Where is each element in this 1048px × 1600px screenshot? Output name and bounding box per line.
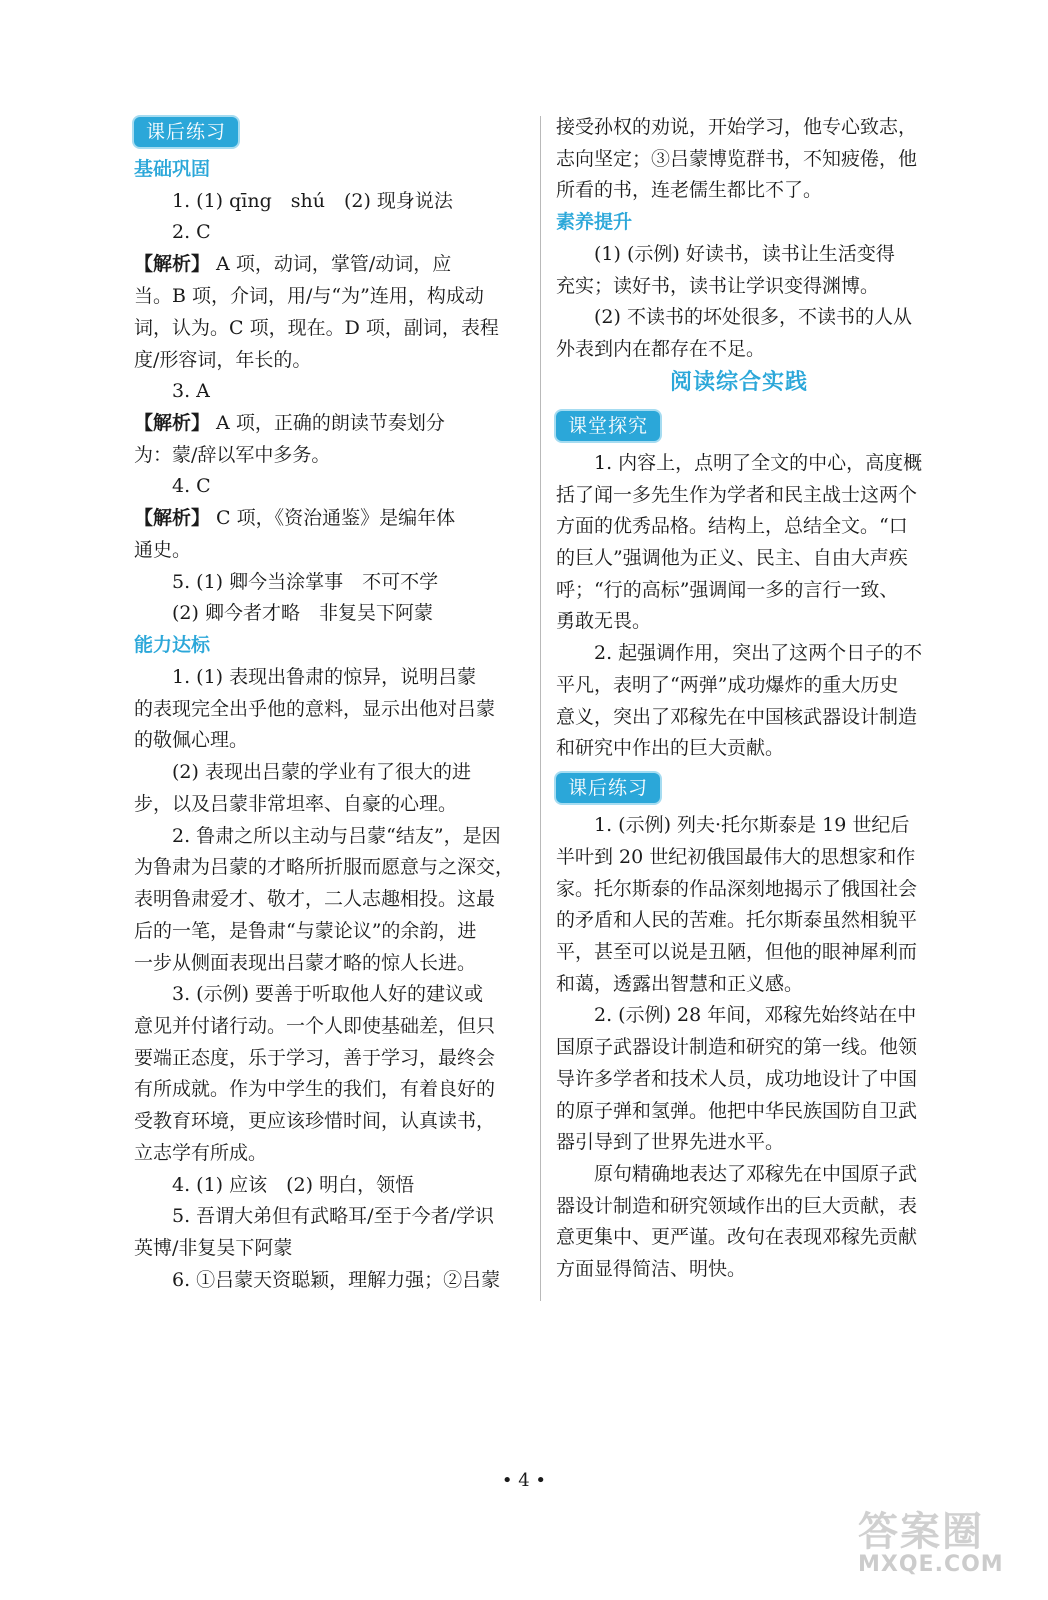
answer-line: 志向坚定；③吕蒙博览群书，不知疲倦，他 bbox=[556, 148, 918, 170]
answer-line: 2. 起强调作用，突出了这两个日子的不 bbox=[594, 642, 923, 664]
answer-line: 1. (1) 表现出鲁肃的惊异，说明吕蒙 bbox=[172, 666, 477, 688]
answer-line: 平凡，表明了“两弹”成功爆炸的重大历史 bbox=[556, 674, 899, 696]
answer-line: 半叶到 20 世纪初俄国最伟大的思想家和作 bbox=[556, 846, 916, 868]
answer-line: 意义，突出了邓稼先在中国核武器设计制造 bbox=[556, 706, 918, 728]
answer-line: 意见并付诸行动。一个人即使基础差，但只 bbox=[134, 1015, 496, 1037]
answer-line: 意更集中、更严谨。改句在表现邓稼先贡献 bbox=[556, 1226, 918, 1248]
watermark-url: MXQE.COM bbox=[858, 1552, 1004, 1577]
answer-line: 2. C bbox=[172, 221, 211, 243]
subsection-ability: 能力达标 bbox=[134, 634, 211, 656]
answer-line: 立志学有所成。 bbox=[134, 1142, 268, 1164]
answer-line: 步，以及吕蒙非常坦率、自豪的心理。 bbox=[134, 793, 458, 815]
answer-line: 原句精确地表达了邓稼先在中国原子武 bbox=[594, 1163, 918, 1185]
answer-line: 呼；“行的高标”强调闻一多的言行一致、 bbox=[556, 579, 899, 601]
answer-line: 5. 吾谓大弟但有武略耳/至于今者/学识 bbox=[172, 1205, 494, 1227]
answer-line: 3. A bbox=[172, 380, 210, 402]
answer-line: 平，甚至可以说是丑陋，但他的眼神犀利而 bbox=[556, 941, 918, 963]
answer-line: 要端正态度，乐于学习，善于学习，最终会 bbox=[134, 1047, 496, 1069]
answer-line: 勇敢无畏。 bbox=[556, 610, 652, 632]
answer-line: 受教育环境，更应该珍惜时间，认真读书， bbox=[134, 1110, 496, 1132]
answer-line: (2) 不读书的坏处很多，不读书的人从 bbox=[594, 306, 912, 328]
answer-line: 6. ①吕蒙天资聪颖，理解力强；②吕蒙 bbox=[172, 1269, 501, 1291]
answer-line: 1. 内容上，点明了全文的中心，高度概 bbox=[594, 452, 923, 474]
column-divider bbox=[540, 116, 541, 1301]
subsection-literacy: 素养提升 bbox=[556, 211, 633, 233]
answer-line: (1) (示例) 好读书，读书让生活变得 bbox=[594, 243, 895, 265]
answer-line: 为鲁肃为吕蒙的才略所折服而愿意与之深交， bbox=[134, 856, 515, 878]
answer-line: 有所成就。作为中学生的我们，有着良好的 bbox=[134, 1078, 496, 1100]
answer-line: (2) 卿今者才略 非复吴下阿蒙 bbox=[172, 602, 433, 624]
analysis-label: 【解析】 bbox=[134, 253, 211, 275]
answer-line: 为：蒙/辞以军中多务。 bbox=[134, 444, 331, 466]
section-tag-classroom-inquiry: 课堂探究 bbox=[556, 411, 660, 441]
analysis-line bbox=[134, 410, 445, 436]
answer-line: 的原子弹和氢弹。他把中华民族国防自卫武 bbox=[556, 1100, 918, 1122]
answer-line: 一步从侧面表现出吕蒙才略的惊人长进。 bbox=[134, 952, 477, 974]
answer-line: 英博/非复吴下阿蒙 bbox=[134, 1237, 293, 1259]
answer-line: 所看的书，连老儒生都比不了。 bbox=[556, 179, 823, 201]
answer-line: 和研究中作出的巨大贡献。 bbox=[556, 737, 785, 759]
analysis-label: 【解析】 bbox=[134, 412, 211, 434]
analysis-text: A 项，动词，掌管/动词，应 bbox=[210, 253, 452, 275]
answer-line: 通史。 bbox=[134, 539, 192, 561]
answer-line: 接受孙权的劝说，开始学习，他专心致志， bbox=[556, 116, 918, 138]
analysis-line bbox=[134, 251, 451, 277]
answer-line: 括了闻一多先生作为学者和民主战士这两个 bbox=[556, 484, 918, 506]
answer-line: 的敬佩心理。 bbox=[134, 729, 249, 751]
answer-line: 的表现完全出乎他的意料，显示出他对吕蒙 bbox=[134, 698, 496, 720]
answer-line: 充实；读好书，读书让学识变得渊博。 bbox=[556, 275, 880, 297]
analysis-text: A 项，正确的朗读节奏划分 bbox=[210, 412, 445, 434]
answer-line: 器设计制造和研究领域作出的巨大贡献，表 bbox=[556, 1195, 918, 1217]
answer-line: 1. (示例) 列夫·托尔斯泰是 19 世纪后 bbox=[594, 814, 910, 836]
answer-line: 方面的优秀品格。结构上，总结全文。“口 bbox=[556, 515, 908, 537]
answer-line: 方面显得简洁、明快。 bbox=[556, 1258, 747, 1280]
answer-line: 国原子武器设计制造和研究的第一线。他领 bbox=[556, 1036, 918, 1058]
answer-line: (2) 表现出吕蒙的学业有了很大的进 bbox=[172, 761, 471, 783]
page-number: • 4 • bbox=[501, 1470, 547, 1491]
answer-line: 4. C bbox=[172, 475, 211, 497]
watermark-logo: 答案圈 bbox=[858, 1509, 984, 1555]
answer-line: 的矛盾和人民的苦难。托尔斯泰虽然相貌平 bbox=[556, 909, 918, 931]
answer-line: 外表到内在都存在不足。 bbox=[556, 338, 766, 360]
answer-line: 4. (1) 应该 (2) 明白，领悟 bbox=[172, 1174, 415, 1196]
section-tag-after-class-practice: 课后练习 bbox=[134, 117, 238, 147]
answer-line: 1. (1) qīng shú (2) 现身说法 bbox=[172, 190, 453, 212]
answer-line: 词，认为。C 项，现在。D 项，副词，表程 bbox=[134, 317, 499, 339]
answer-line: 和蔼，透露出智慧和正义感。 bbox=[556, 973, 804, 995]
watermark bbox=[858, 1500, 1028, 1590]
analysis-line bbox=[134, 505, 455, 531]
section-tag-after-class-practice-2: 课后练习 bbox=[556, 773, 660, 803]
answer-line: 3. (示例) 要善于听取他人好的建议或 bbox=[172, 983, 484, 1005]
answer-line: 5. (1) 卿今当涂掌事 不可不学 bbox=[172, 571, 439, 593]
subsection-basic: 基础巩固 bbox=[134, 158, 211, 180]
answer-line: 2. (示例) 28 年间，邓稼先始终站在中 bbox=[594, 1004, 917, 1026]
answer-line: 2. 鲁肃之所以主动与吕蒙“结友”，是因 bbox=[172, 825, 501, 847]
answer-line: 家。托尔斯泰的作品深刻地揭示了俄国社会 bbox=[556, 878, 918, 900]
answer-line: 当。B 项，介词，用/与“为”连用，构成动 bbox=[134, 285, 484, 307]
answer-line: 度/形容词，年长的。 bbox=[134, 349, 312, 371]
answer-line: 后的一笔，是鲁肃“与蒙论议”的余韵，进 bbox=[134, 920, 477, 942]
answer-line: 器引导到了世界先进水平。 bbox=[556, 1131, 785, 1153]
answer-line: 导许多学者和技术人员，成功地设计了中国 bbox=[556, 1068, 918, 1090]
answer-line: 表明鲁肃爱才、敬才，二人志趣相投。这最 bbox=[134, 888, 496, 910]
answer-line: 的巨人”强调他为正义、民主、自由大声疾 bbox=[556, 547, 908, 569]
analysis-label: 【解析】 bbox=[134, 507, 211, 529]
analysis-text: C 项，《资治通鉴》是编年体 bbox=[210, 507, 456, 529]
section-heading: 阅读综合实践 bbox=[670, 370, 809, 395]
